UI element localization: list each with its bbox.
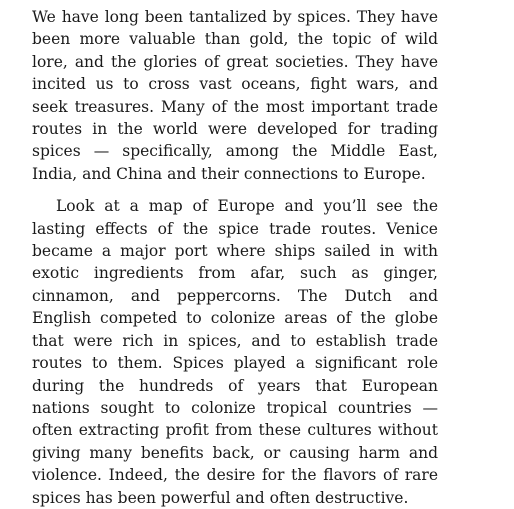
document-page xyxy=(32,6,438,509)
paragraph-1: We have long been tantalized by spices. They have been more valuable than gold, the topic of wild lore, and the glories of great societies. They have incited us to cross vast oceans, fight wars, and seek treasures. Many of the most important trade routes in the world were developed for trading spices — specifically, among the Middle East, India, and China and their connections to Europe. xyxy=(32,8,438,183)
paragraph-2: Look at a map of Europe and you’ll see the lasting effects of the spice trade routes. Venice became a major port where ships sailed in with exotic ingredients from afar, such as ginger, cinnamon, and peppercorns. The Dutch and English competed to colonize areas of the globe that were rich in spices, and to establish trade routes to them. Spices played a significant role during the hundreds of years that European nations sought to colonize tropical countries — often extracting profit from these cultures without giving many benefits back, or causing harm and violence. Indeed, the desire for the flavors of rare spices has been powerful and often destructive. xyxy=(32,197,438,507)
